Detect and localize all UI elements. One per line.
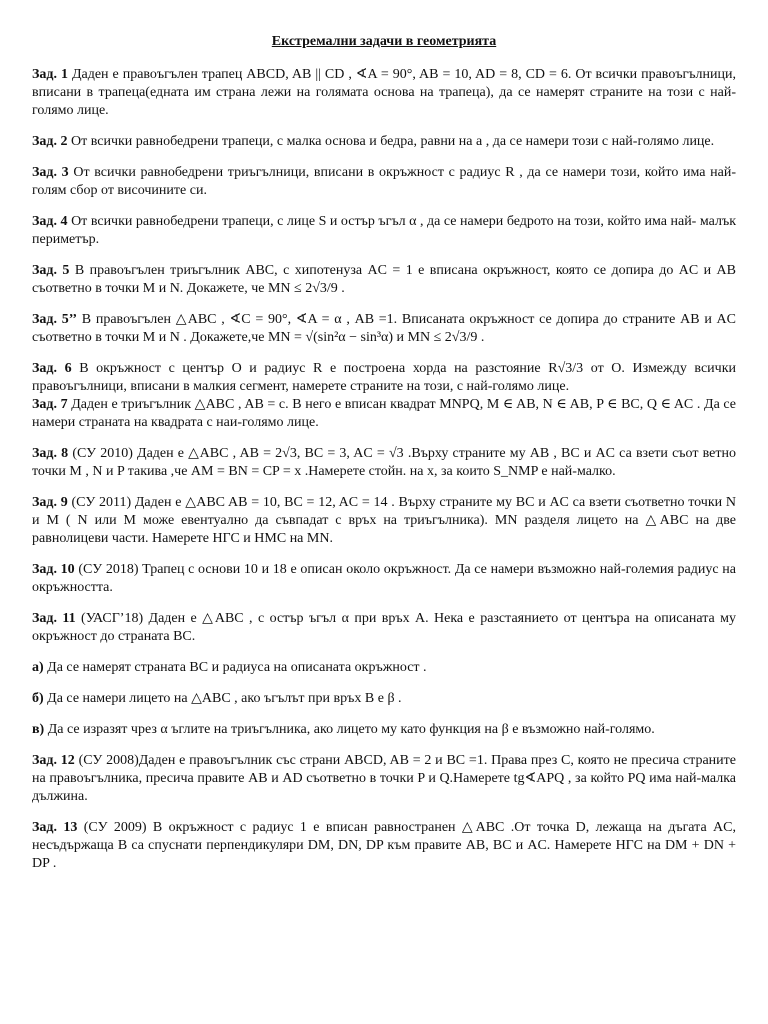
problem-9 xyxy=(32,494,736,548)
problem-1 xyxy=(32,66,736,120)
problem-6 xyxy=(32,360,736,396)
problem-text: (УАСГ’18) Даден е △ABC , с остър ъгъл α при връх A. Нека е разстаянието от центъра на описаната му окръжност до страната BC. xyxy=(32,611,737,644)
problem-text: (СУ 2010) Даден е △ABC , AB = 2√3, BC = 3, AC = √3 .Върху страните му AB , BC и AC са взети съот ветно точки M , N и P такива ,че AM = BN = CP = x .Намерете стойн. на x, за които S_NMP е най-малко. xyxy=(32,446,736,479)
problem-7 xyxy=(32,396,736,432)
problem-text: В окръжност с център O и радиус R е построена хорда на разстояние R√3/3 от O. Измежду всички правоъгълници, вписани в малкия сегмент, намерете страните на този, с най-голямо лице. xyxy=(32,361,736,394)
problem-5-variant xyxy=(32,311,736,347)
problem-text: (СУ 2009) В окръжност с радиус 1 е вписан равностранен △ABC .От точка D, лежаща на дъгата AC, несъдържаща B са спуснати перпендикуляри DM, DN, DP към правите AB, BC и AC. Намерете НГС на DM + DN + DP . xyxy=(32,820,736,871)
problem-5 xyxy=(32,262,736,298)
problem-label: Зад. 1 xyxy=(32,67,68,82)
problem-10 xyxy=(32,561,736,597)
problem-label: Зад. 5 xyxy=(32,263,70,278)
problem-text: От всички равнобедрени трапеци, с малка основа и бедра, равни на a , да се намери този с най-голямо лице. xyxy=(70,134,715,149)
problem-label: Зад. 2 xyxy=(32,134,68,149)
problem-label: Зад. 11 xyxy=(32,611,76,626)
problem-label: Зад. 3 xyxy=(32,165,69,180)
problem-text: Да се намерят страната BC и радиуса на описаната окръжност . xyxy=(47,660,427,675)
problem-label: Зад. 6 xyxy=(32,361,72,376)
problem-11-part-b xyxy=(32,690,736,708)
problem-label: Зад. 8 xyxy=(32,446,69,461)
problem-4 xyxy=(32,213,736,249)
problem-13 xyxy=(32,819,736,873)
problem-text: Да се изразят чрез α ъглите на триъгълника, ако лицето му като функция на β е възможно най-голямо. xyxy=(47,722,655,737)
problem-11 xyxy=(32,610,736,646)
problem-2 xyxy=(32,133,736,151)
problem-label: в) xyxy=(32,722,45,737)
problem-8 xyxy=(32,445,736,481)
problem-label: Зад. 12 xyxy=(32,753,75,768)
problem-label: а) xyxy=(32,660,44,675)
problem-text: Да се намери лицето на △ABC , ако ъгълът при връх B е β . xyxy=(47,691,402,706)
problem-label: Зад. 10 xyxy=(32,562,75,577)
problem-11-part-a xyxy=(32,659,736,677)
problem-text: В правоъгълен триъгълник ABC, с хипотенуза AC = 1 е вписана окръжност, която се допира до AC и AB съответно в точки M и N. Докажете, че MN ≤ 2√3/9 . xyxy=(32,263,736,296)
problem-3 xyxy=(32,164,736,200)
problem-label: Зад. 5’’ xyxy=(32,312,78,327)
problem-label: б) xyxy=(32,691,44,706)
problem-label: Зад. 4 xyxy=(32,214,68,229)
problem-text: Даден е триъгълник △ABC , AB = c. В него е вписан квадрат MNPQ, M ∈ AB, N ∈ AB, P ∈ BC, Q ∈ AC . Да се намери страната на квадрата с наи-голямо лице. xyxy=(32,397,737,430)
problem-text: От всички равнобедрени триъгълници, вписани в окръжност с радиус R , да се намери този, който има най-голям сбор от височините си. xyxy=(32,165,737,198)
problem-label: Зад. 7 xyxy=(32,397,68,412)
problem-text: (СУ 2018) Трапец с основи 10 и 18 е описан около окръжност. Да се намери възможно най-големия радиус на окръжността. xyxy=(32,562,736,595)
problem-label: Зад. 13 xyxy=(32,820,78,835)
problem-text: Даден е правоъгълен трапец ABCD, AB || CD , ∢A = 90°, AB = 10, AD = 8, CD = 6. От всички правоъгълници, вписани в трапеца(едната им страна лежи на голямата основа на трапеца), да се намерят страните на този с най-голямо лице. xyxy=(32,67,736,118)
problem-label: Зад. 9 xyxy=(32,495,68,510)
problem-12 xyxy=(32,752,736,806)
problem-text: В правоъгълен △ABC , ∢C = 90°, ∢A = α , AB =1. Вписаната окръжност се допира до страните AB и AC съответно в точки M и N . Докажете,че MN = √(sin²α − sin³α) и MN ≤ 2√3/9 . xyxy=(32,312,736,345)
problem-text: От всички равнобедрени трапеци, с лице S и остър ъгъл α , да се намери бедрото на този, който има най- малък периметър. xyxy=(32,214,737,247)
page-title: Екстремални задачи в геометрията xyxy=(271,34,497,49)
problem-text: (СУ 2011) Даден е △ABC AB = 10, BC = 12, AC = 14 . Върху страните му BC и AC са взети съответно точки N и M ( N или M може евентуално да съвпадат с връх на триъгълника). MN разделя лицето на △ABC на две равнолицеви части. Намерете НГС и НМС на MN. xyxy=(32,495,736,546)
problem-text: (СУ 2008)Даден е правоъгълник със страни ABCD, AB = 2 и BC =1. Права през C, която не пресича страните на правоъгълника, пресича правите AB и AD съответно в точки P и Q.Намерете tg∢APQ , за който PQ има най-малка дължина. xyxy=(32,753,736,804)
problem-11-part-c xyxy=(32,721,736,739)
